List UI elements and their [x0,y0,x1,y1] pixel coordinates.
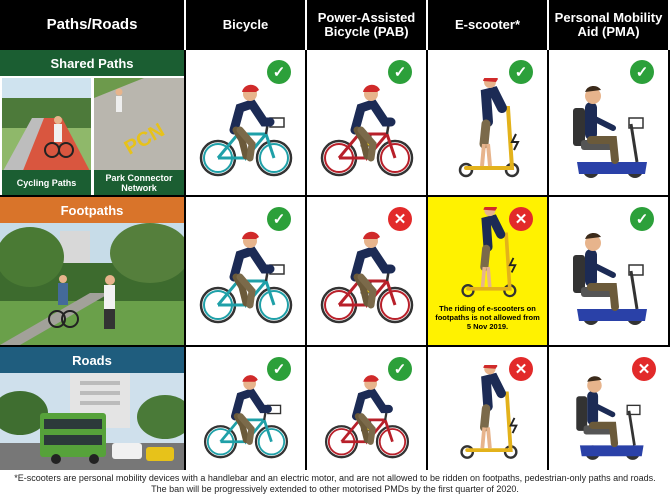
check-icon: ✓ [267,207,291,231]
header-bicycle: Bicycle [186,0,307,50]
check-icon: ✓ [630,207,654,231]
road-pab-cell [307,347,428,470]
footpath-pab-cell [307,197,428,347]
check-icon: ✓ [267,357,291,381]
footpath-photo [0,223,184,345]
svg-text:PCN: PCN [120,119,169,160]
header-pma: Personal Mobility Aid (PMA) [549,0,670,50]
road-pma-cell [549,347,670,470]
row-label-footpaths [0,197,186,347]
cross-icon: ✕ [632,357,656,381]
park-connector-photo [94,78,184,173]
pma-illustration [557,369,661,469]
road-bicycle-cell [186,347,307,470]
shared-pab-cell [307,50,428,197]
caption-cycling-paths-label: Cycling Paths [2,170,91,195]
header-paths-roads: Paths/Roads [0,0,186,50]
footpath-bicycle-cell [186,197,307,347]
cycling-path-photo [2,78,91,173]
shared-bicycle-cell [186,50,307,197]
caption-park-connector-label: Park Connector Network [94,170,184,195]
header-pab: Power-Assisted Bicycle (PAB) [307,0,428,50]
cross-icon: ✕ [509,357,533,381]
pab-illustration [315,369,419,469]
row-title-roads: Roads [0,347,184,373]
bicycle-illustration [194,369,298,469]
escooter-illustration [436,78,540,188]
check-icon: ✓ [509,60,533,84]
check-icon: ✓ [388,357,412,381]
pma-illustration [557,225,661,335]
escooter-illustration [436,207,540,307]
pab-illustration [315,78,419,188]
pma-illustration [557,78,661,188]
shared-pma-cell [549,50,670,197]
footnote: *E-scooters are personal mobility devices with a handlebar and an electric motor, and are not allowed to be ridden on footpaths, pedestrian-only paths and roads. The ban will be progressively extended to other motorised PMDs by the first quarter of 2020. [14,473,656,494]
check-icon: ✓ [630,60,654,84]
cross-icon: ✕ [388,207,412,231]
header-escooter: E-scooter* [428,0,549,50]
row-title-shared-paths: Shared Paths [0,50,184,76]
footpath-pma-cell [549,197,670,347]
road-escooter-cell [428,347,549,470]
footpath-escooter-cell [428,197,549,347]
cross-icon: ✕ [509,207,533,231]
escooter-footpath-note: The riding of e-scooters on footpaths is not allowed from 5 Nov 2019. [435,304,540,331]
row-title-footpaths: Footpaths [0,197,184,223]
bicycle-illustration [194,78,298,188]
check-icon: ✓ [267,60,291,84]
road-photo [0,373,184,470]
bicycle-illustration [194,225,298,335]
check-icon: ✓ [388,60,412,84]
pab-illustration [315,225,419,335]
shared-escooter-cell [428,50,549,197]
row-label-roads [0,347,186,470]
escooter-illustration [436,365,540,469]
